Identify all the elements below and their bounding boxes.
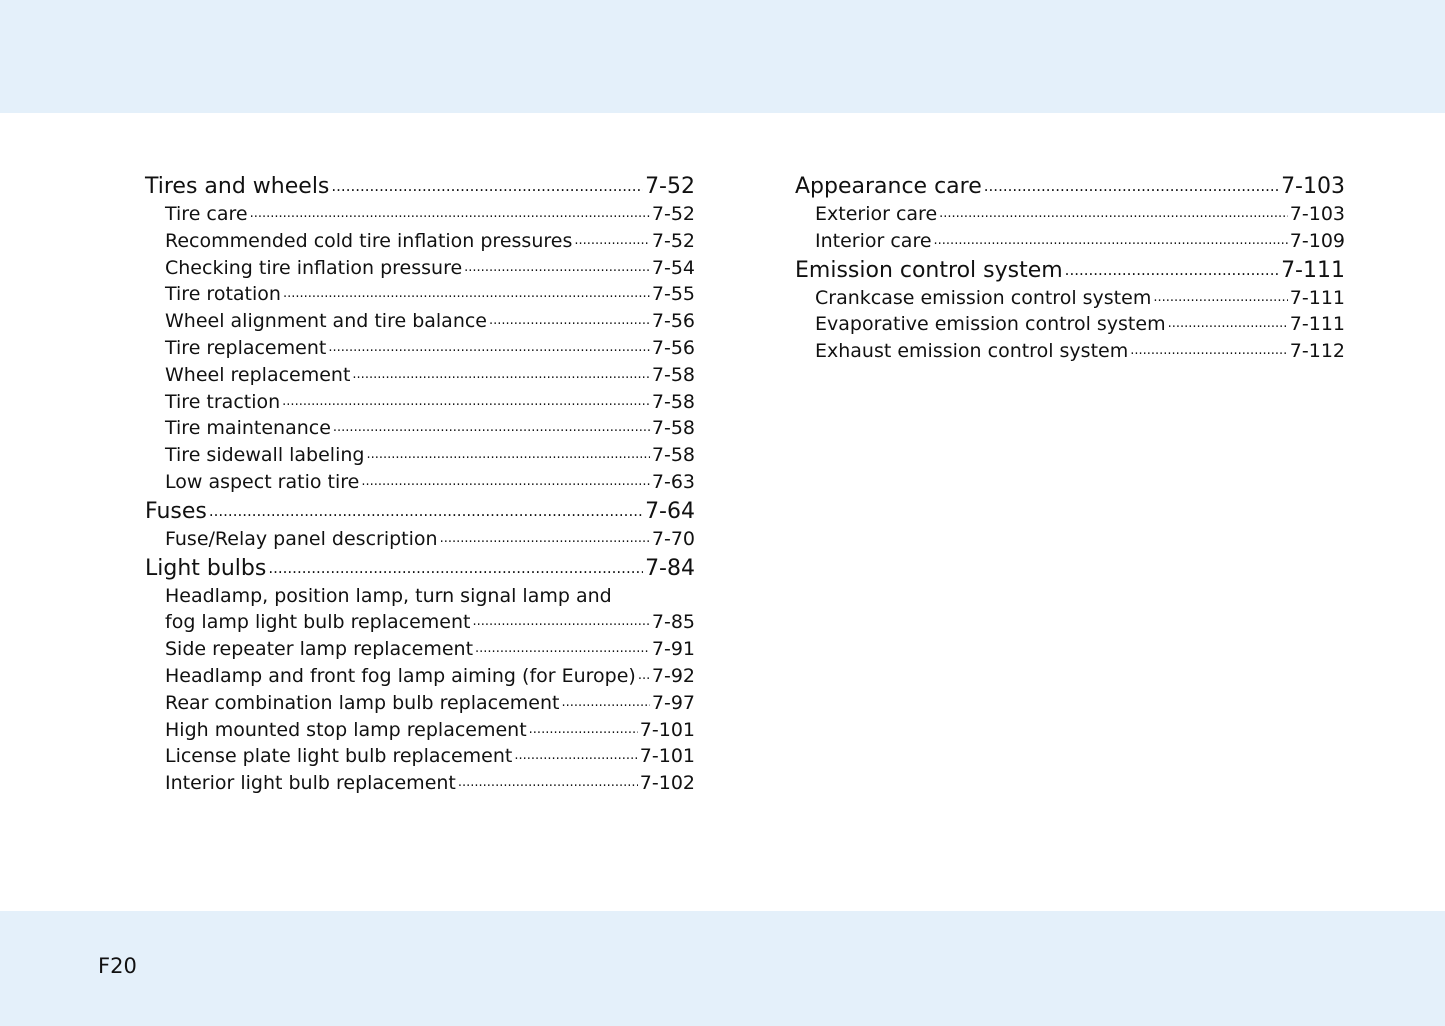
toc-item-label: Exhaust emission control system — [815, 340, 1129, 363]
toc-page-ref: 7-52 — [645, 174, 695, 199]
toc-item-label: Exterior care — [815, 203, 938, 225]
toc-item-label: Tire maintenance — [165, 417, 331, 440]
toc-page-ref: 7-103 — [1281, 174, 1345, 199]
toc-page-ref: 7-101 — [639, 718, 695, 741]
toc-section-title: Tires and wheels — [145, 174, 330, 199]
toc-item-label: Checking tire inflation pressure — [165, 256, 463, 279]
toc-item-label: Rear combination lamp bulb replacement — [165, 691, 560, 714]
toc-item-label: Wheel replacement — [165, 363, 351, 386]
leader-dots — [250, 198, 650, 228]
toc-item-wheel-replacement[interactable] — [145, 362, 695, 389]
toc-page-ref: 7-84 — [645, 555, 695, 581]
toc-section-emission-control[interactable] — [795, 256, 1345, 285]
toc-page-ref: 7-58 — [651, 417, 695, 440]
toc-item-headlamp-line1[interactable] — [145, 583, 695, 610]
toc-item-checking-tire-inflation[interactable] — [145, 255, 695, 282]
leader-dots — [514, 740, 637, 770]
toc-section-title: Emission control system — [795, 257, 1063, 283]
toc-item-license-plate-bulb[interactable] — [145, 743, 695, 770]
leader-dots — [268, 552, 643, 583]
leader-dots — [574, 225, 650, 255]
leader-dots — [934, 225, 1288, 255]
toc-item-label: Interior care — [815, 229, 932, 252]
toc-item-label: Wheel alignment and tire balance — [165, 310, 487, 333]
toc-page-ref: 7-63 — [651, 470, 695, 493]
toc-item-label: Low aspect ratio tire — [165, 470, 360, 493]
toc-item-label: Tire rotation — [165, 283, 281, 306]
toc-item-tire-sidewall-labeling[interactable] — [145, 442, 695, 469]
leader-dots — [282, 386, 650, 416]
leader-dots — [366, 439, 649, 469]
toc-page-ref: 7-64 — [645, 498, 695, 524]
toc-page-ref: 7-101 — [639, 745, 695, 768]
toc-item-crankcase-emission[interactable] — [795, 285, 1345, 312]
toc-page-ref: 7-111 — [1289, 313, 1345, 336]
toc-item-label: Headlamp, position lamp, turn signal lamp and — [165, 584, 612, 607]
leader-dots — [361, 466, 650, 496]
toc-page-ref: 7-58 — [651, 363, 695, 386]
toc-item-high-mounted-stop-lamp[interactable] — [145, 717, 695, 744]
header-band — [0, 0, 1445, 113]
toc-item-interior-light-bulb[interactable] — [145, 770, 695, 797]
toc-item-label: Tire traction — [165, 390, 281, 413]
toc-item-evaporative-emission[interactable] — [795, 311, 1345, 338]
page-number: F20 — [98, 954, 137, 978]
toc-page-ref: 7-112 — [1289, 340, 1345, 363]
toc-item-label: High mounted stop lamp replacement — [165, 718, 527, 741]
toc-section-title: Fuses — [145, 498, 207, 524]
toc-item-fuse-relay-panel[interactable] — [145, 526, 695, 553]
toc-item-fog-lamp-bulb-replacement[interactable] — [145, 609, 695, 636]
toc-section-fuses[interactable] — [145, 497, 695, 526]
toc-item-label: fog lamp light bulb replacement — [165, 611, 471, 634]
toc-item-label: Side repeater lamp replacement — [165, 638, 474, 661]
toc-item-tire-rotation[interactable] — [145, 281, 695, 308]
toc-page-ref: 7-56 — [651, 336, 695, 359]
leader-dots — [331, 170, 643, 201]
toc-page-ref: 7-109 — [1289, 229, 1345, 252]
toc-item-tire-traction[interactable] — [145, 389, 695, 416]
toc-page-ref: 7-52 — [651, 229, 695, 252]
toc-item-label: License plate light bulb replacement — [165, 745, 513, 768]
toc-right-column — [795, 171, 1345, 365]
toc-page-ref: 7-97 — [651, 691, 695, 714]
toc-item-headlamp-aiming[interactable] — [145, 663, 695, 690]
toc-item-tire-replacement[interactable] — [145, 335, 695, 362]
toc-item-exhaust-emission[interactable] — [795, 338, 1345, 365]
toc-item-wheel-alignment[interactable] — [145, 308, 695, 335]
toc-item-label: Tire replacement — [165, 336, 327, 359]
toc-item-exterior-care[interactable] — [795, 201, 1345, 228]
leader-dots — [529, 714, 638, 744]
toc-item-low-aspect-ratio-tire[interactable] — [145, 469, 695, 496]
toc-item-label: Fuse/Relay panel description — [165, 527, 438, 550]
leader-dots — [440, 523, 650, 553]
toc-page-ref: 7-111 — [1281, 257, 1345, 283]
toc-page-ref: 7-55 — [651, 283, 695, 306]
leader-dots — [328, 332, 650, 362]
toc-item-side-repeater-lamp[interactable] — [145, 636, 695, 663]
leader-dots — [458, 767, 638, 797]
toc-item-label: Crankcase emission control system — [815, 286, 1152, 309]
leader-dots — [209, 495, 643, 526]
toc-page-ref: 7-54 — [651, 256, 695, 279]
toc-item-rear-combination-lamp[interactable] — [145, 690, 695, 717]
toc-section-appearance-care[interactable] — [795, 172, 1345, 201]
toc-page-ref: 7-58 — [651, 390, 695, 413]
toc-page-ref: 7-92 — [651, 664, 695, 687]
toc-section-tires-and-wheels[interactable] — [145, 172, 695, 201]
toc-item-tire-maintenance[interactable] — [145, 415, 695, 442]
leader-dots — [472, 606, 649, 636]
toc-item-tire-care[interactable] — [145, 201, 695, 228]
toc-section-light-bulbs[interactable] — [145, 554, 695, 583]
toc-item-label: Recommended cold tire inflation pressures — [165, 229, 573, 252]
toc-section-title: Appearance care — [795, 174, 982, 199]
footer-band — [0, 911, 1445, 1026]
leader-dots — [283, 278, 650, 308]
toc-page-ref: 7-70 — [651, 527, 695, 550]
leader-dots — [1168, 308, 1288, 338]
toc-item-label: Interior light bulb replacement — [165, 772, 456, 795]
toc-page-ref: 7-56 — [651, 310, 695, 333]
leader-dots — [638, 660, 650, 690]
toc-item-recommended-cold-tire-inflation[interactable] — [145, 228, 695, 255]
toc-left-column — [145, 171, 695, 797]
leader-dots — [1065, 254, 1279, 285]
leader-dots — [939, 198, 1288, 228]
leader-dots — [489, 305, 650, 335]
toc-section-title: Light bulbs — [145, 555, 267, 581]
leader-dots — [984, 170, 1279, 201]
leader-dots — [475, 633, 650, 663]
toc-item-label: Tire sidewall labeling — [165, 444, 365, 467]
toc-page-ref: 7-102 — [639, 772, 695, 795]
toc-item-interior-care[interactable] — [795, 228, 1345, 255]
toc-page-ref: 7-91 — [651, 638, 695, 661]
toc-page-ref: 7-52 — [651, 203, 695, 225]
leader-dots — [333, 412, 650, 442]
toc-page-ref: 7-85 — [651, 611, 695, 634]
toc-page-ref: 7-58 — [651, 444, 695, 467]
toc-item-label: Evaporative emission control system — [815, 313, 1166, 336]
leader-dots — [1130, 335, 1288, 365]
toc-item-label: Tire care — [165, 203, 248, 225]
leader-dots — [561, 687, 649, 717]
leader-dots — [1153, 282, 1287, 312]
toc-item-label: Headlamp and front fog lamp aiming (for Europe) — [165, 664, 636, 687]
toc-page-ref: 7-111 — [1289, 286, 1345, 309]
toc-page-ref: 7-103 — [1289, 203, 1345, 225]
leader-dots — [464, 252, 650, 282]
leader-dots — [352, 359, 649, 389]
